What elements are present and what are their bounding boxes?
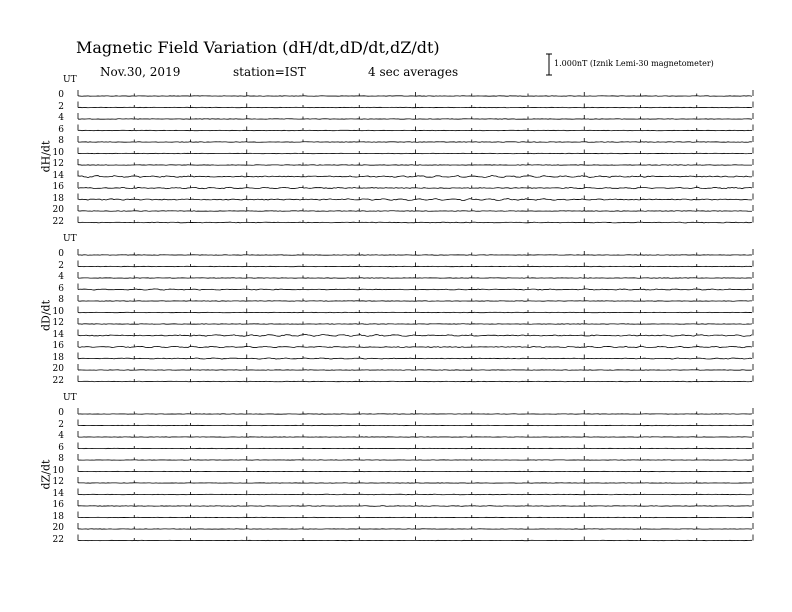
trace-dDdt-h22 bbox=[78, 381, 752, 382]
trace-dDdt-h18 bbox=[78, 358, 752, 359]
hour-tick-label: 8 bbox=[58, 136, 64, 146]
hour-tick-label: 0 bbox=[58, 249, 64, 259]
trace-dHdt-h16 bbox=[78, 187, 752, 188]
hour-tick-label: 20 bbox=[52, 205, 64, 215]
hour-tick-label: 12 bbox=[52, 159, 64, 169]
scale-bar-label: 1.000nT (Iznik Lemi-30 magnetometer) bbox=[554, 59, 714, 68]
hour-tick-label: 14 bbox=[52, 170, 64, 181]
trace-dZdt-h16 bbox=[78, 506, 752, 507]
hour-tick-label: 14 bbox=[52, 488, 64, 499]
hour-tick-label: 22 bbox=[52, 216, 64, 227]
hour-tick-label: 4 bbox=[58, 113, 64, 123]
trace-dZdt-h14 bbox=[78, 494, 752, 495]
trace-dHdt-h8 bbox=[78, 142, 752, 143]
hour-tick-label: 6 bbox=[58, 283, 64, 294]
trace-dHdt-h14 bbox=[78, 175, 752, 177]
ut-axis-label: UT bbox=[63, 234, 77, 244]
trace-group bbox=[78, 90, 753, 541]
trace-dHdt-h20 bbox=[78, 211, 752, 212]
hour-tick-label: 18 bbox=[52, 511, 64, 522]
hour-tick-label: 2 bbox=[58, 101, 64, 112]
hour-tick-label: 2 bbox=[58, 419, 64, 430]
hour-tick-label: 0 bbox=[58, 408, 64, 418]
hour-tick-label: 6 bbox=[58, 124, 64, 135]
trace-dDdt-h16 bbox=[78, 346, 752, 348]
hour-tick-label: 8 bbox=[58, 454, 64, 464]
hour-tick-label: 20 bbox=[52, 523, 64, 533]
chart-title: Magnetic Field Variation (dH/dt,dD/dt,dZ/dt) bbox=[76, 38, 440, 57]
date-label: Nov.30, 2019 bbox=[100, 65, 181, 79]
hour-tick-label: 10 bbox=[52, 465, 64, 476]
hour-tick-label: 16 bbox=[52, 341, 64, 351]
panel-label: dZ/dt bbox=[39, 459, 53, 490]
hour-tick-label: 18 bbox=[52, 352, 64, 363]
hour-tick-label: 4 bbox=[58, 431, 64, 441]
scale-bar bbox=[546, 54, 552, 75]
trace-dHdt-h18 bbox=[78, 199, 752, 201]
hour-tick-label: 22 bbox=[52, 534, 64, 545]
hour-tick-label: 12 bbox=[52, 477, 64, 487]
hour-tick-label: 2 bbox=[58, 260, 64, 271]
averaging-label: 4 sec averages bbox=[368, 65, 459, 79]
ut-axis-label: UT bbox=[63, 393, 77, 403]
trace-dDdt-h6 bbox=[78, 289, 752, 290]
hour-tick-label: 16 bbox=[52, 182, 64, 192]
trace-dDdt-h14 bbox=[78, 334, 752, 336]
hour-tick-label: 16 bbox=[52, 500, 64, 510]
hour-tick-label: 4 bbox=[58, 272, 64, 282]
hour-tick-label: 14 bbox=[52, 329, 64, 340]
hour-tick-label: 10 bbox=[52, 306, 64, 317]
panel-label: dD/dt bbox=[39, 299, 53, 332]
station-label: station=IST bbox=[233, 65, 306, 79]
hour-tick-label: 12 bbox=[52, 318, 64, 328]
panel-label: dH/dt bbox=[39, 140, 53, 173]
hour-tick-label: 18 bbox=[52, 193, 64, 204]
hour-tick-label: 22 bbox=[52, 375, 64, 386]
hour-tick-label: 20 bbox=[52, 364, 64, 374]
trace-dHdt-h22 bbox=[78, 222, 752, 223]
hour-tick-label: 0 bbox=[58, 90, 64, 100]
hour-tick-label: 10 bbox=[52, 147, 64, 158]
hour-tick-label: 6 bbox=[58, 442, 64, 453]
hour-tick-label: 8 bbox=[58, 295, 64, 305]
ut-axis-label: UT bbox=[63, 75, 77, 85]
